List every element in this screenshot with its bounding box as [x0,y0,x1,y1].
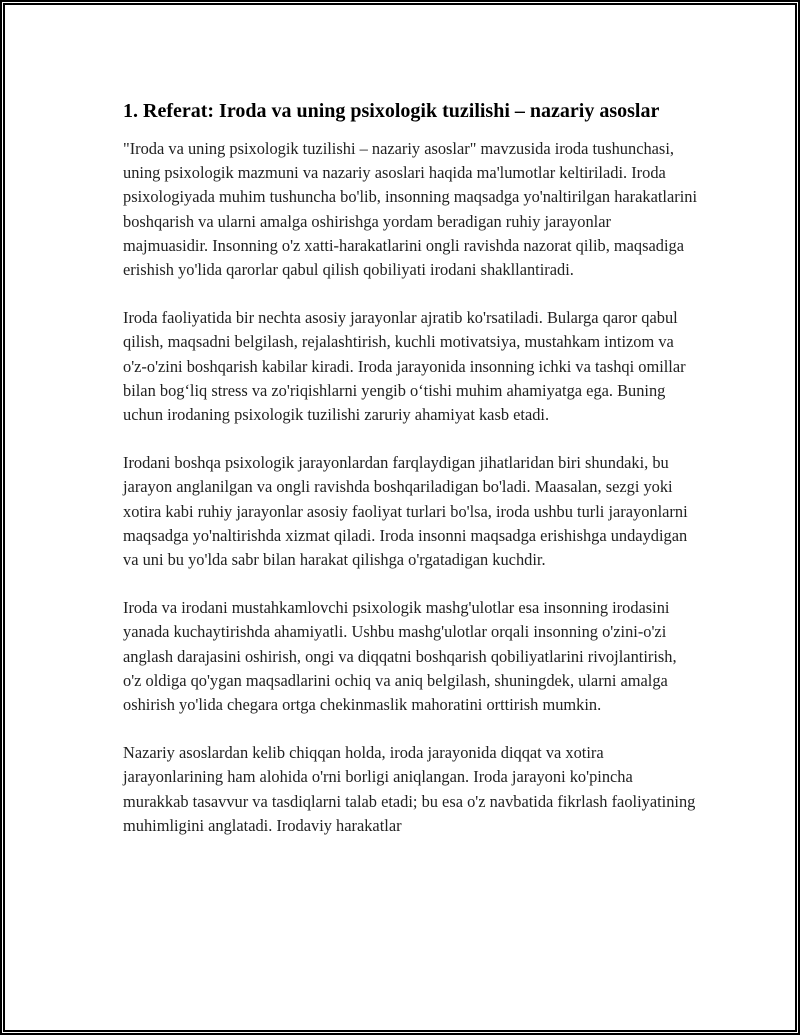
paragraph-4: Iroda va irodani mustahkamlovchi psixologik mashg'ulotlar esa insonning irodasini yanada kuchaytirishda ahamiyatli. Ushbu mashg'ulotlar orqali insonning o'zini-o'zi anglash darajasini oshirish, ongi va diqqatni boshqarish qobiliyatlarini rivojlantirish, o'z oldiga qo'ygan maqsadlarini ochiq va aniq belgilash, shuningdek, ularni amalga oshirish yo'lida chegara ortga chekinmaslik mahoratini orttirish mumkin. [123,598,677,715]
paragraph-1: "Iroda va uning psixologik tuzilishi – nazariy asoslar" mavzusida iroda tushunchasi, uning psixologik mazmuni va nazariy asoslari haqida ma'lumotlar keltiriladi. Iroda psixologiyada muhim tushuncha bo'lib, insonning maqsadga yo'naltirilgan harakatlarini boshqarish va ularni amalga oshirishga yordam beradigan ruhiy jarayonlar majmuasidir. Insonning o'z xatti-harakatlarini ongli ravishda nazorat qilib, maqsadiga erishish yo'lida qarorlar qabul qilish qobiliyati irodani shakllantiradi. [123,139,698,280]
paragraph-3: Irodani boshqa psixologik jarayonlardan farqlaydigan jihatlaridan biri shundaki, bu jarayon anglanilgan va ongli ravishda boshqariladigan bo'ladi. Maasalan, sezgi yoki xotira kabi ruhiy jarayonlar asosiy faoliyat turlari bo'lsa, iroda ushbu turli jarayonlarni maqsadga yo'naltirishda xizmat qiladi. Iroda insonni maqsadga erishishga undaydigan va uni bu yo'lda sabr bilan harakat qilishga o'rgatadigan kuchdir. [123,453,688,570]
document-title: 1. Referat: Iroda va uning psixologik tuzilishi – nazariy asoslar [123,100,660,122]
paragraph-2: Iroda faoliyatida bir nechta asosiy jarayonlar ajratib ko'rsatiladi. Bularga qaror qabul qilish, maqsadni belgilash, rejalashtirish, kuchli motivatsiya, mustahkam intizom va o'z-o'zini boshqarish kabilar kiradi. Iroda jarayonida insonning ichki va tashqi omillar bilan bog‘liq stress va zo'riqishlarni yengib o‘tishi muhim ahamiyatga ega. Buning uchun irodaning psixologik tuzilishi zaruriy ahamiyat kasb etadi. [123,308,686,425]
document-body [123,97,698,862]
paragraph-5: Nazariy asoslardan kelib chiqqan holda, iroda jarayonida diqqat va xotira jarayonlarining ham alohida o'rni borligi aniqlangan. Iroda jarayoni ko'pincha murakkab tasavvur va tasdiqlarni talab etadi; bu esa o'z navbatida fikrlash faoliyatining muhimligini anglatadi. Irodaviy harakatlar [123,743,696,835]
